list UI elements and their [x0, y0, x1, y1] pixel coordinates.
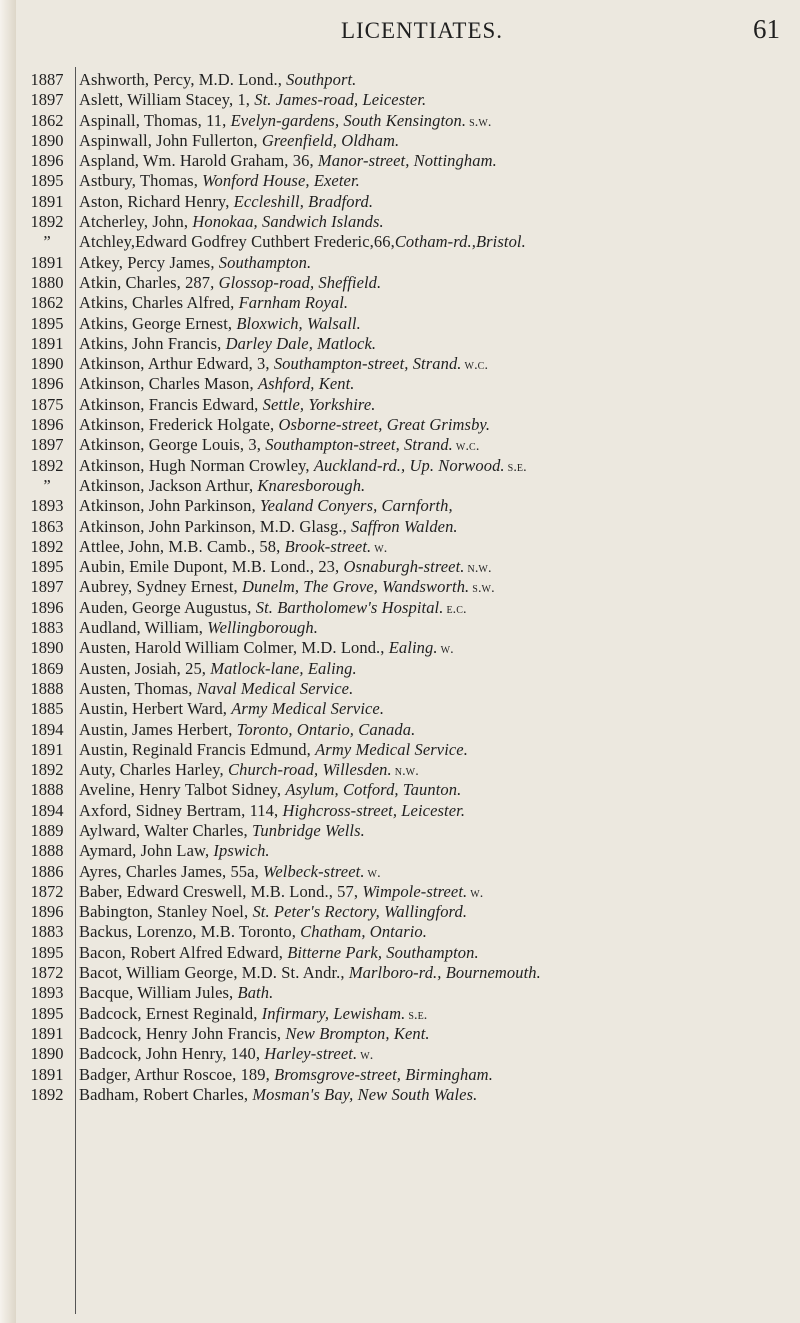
entry-name: Aston, Richard Henry,: [79, 191, 234, 211]
page-header: [0, 0, 800, 62]
entry-address: Evelyn-gardens, South Kensington.: [230, 110, 467, 130]
list-item: [0, 659, 800, 679]
entry-address: Ashford, Kent.: [257, 374, 355, 394]
entry-text: [79, 882, 794, 904]
list-item: [0, 456, 800, 476]
entry-name: Atkinson, Arthur Edward, 3,: [79, 354, 274, 374]
list-item: [0, 273, 800, 293]
entry-year: 1895: [30, 171, 64, 191]
entry-address: Glossop-road, Sheffield.: [218, 272, 382, 292]
entry-address: Army Medical Service.: [231, 699, 385, 719]
entry-address: Auckland-rd., Up. Norwood.: [313, 455, 505, 475]
entry-address: St. Peter's Rectory, Wallingford.: [252, 902, 468, 922]
entry-year: 1869: [30, 658, 64, 678]
entry-address: Naval Medical Service.: [196, 678, 354, 698]
list-item: [0, 577, 800, 597]
entry-year: 1892: [30, 1084, 64, 1104]
entry-name: Backus, Lorenzo, M.B. Toronto,: [79, 922, 301, 942]
entry-year: 1862: [30, 293, 64, 313]
entry-text: [79, 922, 794, 942]
entry-text: [79, 638, 794, 660]
entry-year: ”: [43, 232, 51, 252]
entry-postal-district: n.w.: [467, 561, 492, 577]
list-item: [0, 963, 800, 983]
entry-address: Osborne-street, Great Grimsby.: [278, 415, 491, 435]
entry-text: [79, 212, 794, 232]
entry-name: Aslett, William Stacey, 1,: [79, 90, 255, 110]
entry-address: Brook-street.: [284, 536, 372, 556]
entry-text: [79, 314, 794, 334]
entry-year: 1888: [30, 841, 64, 861]
list-item: [0, 496, 800, 516]
entry-text: [79, 963, 794, 983]
entry-text: [79, 151, 794, 171]
entry-year: 1891: [30, 739, 64, 759]
entry-postal-district: e.c.: [446, 601, 467, 617]
entry-name: Austen, Harold William Colmer, M.D. Lond.,: [79, 638, 389, 658]
entry-year: 1886: [30, 861, 64, 881]
entry-name: Aubin, Emile Dupont, M.B. Lond., 23,: [79, 557, 344, 577]
entry-address: Wonford House, Exeter.: [202, 171, 360, 191]
entry-address: Dunelm, The Grove, Wandsworth.: [242, 577, 470, 597]
entry-name: Atkinson, Frederick Holgate,: [79, 415, 279, 435]
entry-text: [79, 273, 794, 293]
entry-name: Atkin, Charles, 287,: [79, 272, 219, 292]
entry-text: [79, 232, 794, 252]
entry-name: Atkinson, John Parkinson,: [79, 496, 260, 516]
list-item: [0, 618, 800, 638]
entry-postal-district: w.: [440, 642, 454, 658]
list-item: [0, 435, 800, 455]
list-item: [0, 476, 800, 496]
entry-name: Baber, Edward Creswell, M.B. Lond., 57,: [79, 881, 363, 901]
entry-name: Austen, Josiah, 25,: [79, 658, 211, 678]
entry-name: Badham, Robert Charles,: [79, 1084, 253, 1104]
entry-year: 1888: [30, 678, 64, 698]
entry-text: [79, 1065, 794, 1085]
entry-name: Axford, Sidney Bertram, 114,: [79, 800, 283, 820]
entry-name: Atkinson, Hugh Norman Crowley,: [79, 455, 314, 475]
entry-year: 1895: [30, 313, 64, 333]
entry-year: 1883: [30, 922, 64, 942]
entry-text: [79, 90, 794, 110]
entry-address: Ealing.: [388, 638, 438, 658]
entry-postal-district: w.c.: [455, 439, 480, 455]
entry-year: 1895: [30, 942, 64, 962]
list-item: [0, 253, 800, 273]
list-item: [0, 354, 800, 374]
entry-name: Austin, Reginald Francis Edmund,: [79, 739, 316, 759]
entry-name: Austin, James Herbert,: [79, 719, 237, 739]
entry-year: 1894: [30, 800, 64, 820]
entry-address: Bromsgrove-street, Birmingham.: [274, 1064, 493, 1084]
entry-year: 1880: [30, 272, 64, 292]
entry-address: Wellingborough.: [207, 618, 318, 638]
list-item: [0, 598, 800, 618]
entry-year: 1889: [30, 820, 64, 840]
entry-year: 1885: [30, 699, 64, 719]
entry-postal-district: s.e.: [507, 459, 527, 475]
entry-address: New Brompton, Kent.: [285, 1023, 430, 1043]
entry-year: 1896: [30, 902, 64, 922]
entry-year: 1895: [30, 557, 64, 577]
entry-address: Saffron Walden.: [351, 516, 458, 536]
entry-year: 1893: [30, 496, 64, 516]
list-item: [0, 557, 800, 577]
entry-text: [79, 598, 794, 620]
entry-text: [79, 557, 794, 579]
entry-name: Ashworth, Percy, M.D. Lond.,: [79, 70, 287, 89]
entry-text: [79, 1004, 794, 1026]
entry-name: Bacque, William Jules,: [79, 983, 238, 1003]
entry-text: [79, 841, 794, 861]
entry-text: [79, 577, 794, 599]
entry-text: [79, 517, 794, 537]
list-item: [0, 314, 800, 334]
entry-address: Southport.: [286, 70, 357, 89]
entry-address: Southampton-street, Strand.: [265, 435, 453, 455]
entry-postal-district: s.e.: [408, 1007, 428, 1023]
entry-year: 1896: [30, 151, 64, 171]
entry-address: Cotham-rd.,Bristol.: [394, 232, 526, 252]
list-item: [0, 192, 800, 212]
entry-text: [79, 131, 794, 151]
list-item: [0, 780, 800, 800]
entry-name: Bacon, Robert Alfred Edward,: [79, 942, 288, 962]
entry-text: [79, 720, 794, 740]
entry-year: 1891: [30, 191, 64, 211]
entry-address: Honokaa, Sandwich Islands.: [192, 212, 384, 232]
entry-postal-district: s.w.: [472, 581, 495, 597]
entry-address: Bloxwich, Walsall.: [236, 313, 361, 333]
entry-name: Aylward, Walter Charles,: [79, 820, 253, 840]
entry-year: 1896: [30, 374, 64, 394]
entry-text: [79, 111, 794, 133]
list-item: [0, 720, 800, 740]
entry-text: [79, 293, 794, 313]
list-item: [0, 537, 800, 557]
list-item: [0, 699, 800, 719]
entry-text: [79, 699, 794, 719]
entry-address: Ipswich.: [213, 841, 270, 861]
list-item: [0, 232, 800, 252]
entry-text: [79, 983, 794, 1003]
entry-year: 1896: [30, 415, 64, 435]
entry-address: Yealand Conyers, Carnforth,: [259, 496, 453, 516]
list-item: [0, 679, 800, 699]
entry-text: [79, 496, 794, 516]
entry-name: Atkinson, Jackson Arthur,: [79, 475, 258, 495]
entry-year: 1892: [30, 760, 64, 780]
entry-name: Babington, Stanley Noel,: [79, 902, 253, 922]
entry-address: Southampton.: [218, 252, 312, 272]
list-item: [0, 983, 800, 1003]
list-item: [0, 922, 800, 942]
entry-text: [79, 1024, 794, 1044]
entry-year: 1894: [30, 719, 64, 739]
entry-year: ”: [43, 475, 51, 495]
entry-year: 1890: [30, 638, 64, 658]
entry-name: Atchley,Edward Godfrey Cuthbert Frederic,66,: [79, 232, 395, 252]
entry-text: [79, 943, 794, 963]
entry-postal-district: w.: [470, 885, 484, 901]
entry-year: 1891: [30, 252, 64, 272]
entry-name: Badcock, Henry John Francis,: [79, 1023, 286, 1043]
entry-year: 1897: [30, 577, 64, 597]
entry-name: Aspinwall, John Fullerton,: [79, 130, 262, 150]
list-item: [0, 1085, 800, 1105]
list-item: [0, 638, 800, 658]
list-item: [0, 1004, 800, 1024]
entry-name: Audland, William,: [79, 618, 208, 638]
list-item: [0, 293, 800, 313]
list-item: [0, 1044, 800, 1064]
entry-address: Matlock-lane, Ealing.: [210, 658, 357, 678]
list-item: [0, 334, 800, 354]
entry-year: 1893: [30, 983, 64, 1003]
entry-name: Atkey, Percy James,: [79, 252, 219, 272]
entry-text: [79, 395, 794, 415]
entry-postal-district: w.c.: [464, 358, 489, 374]
entry-text: [79, 821, 794, 841]
entry-year: 1897: [30, 435, 64, 455]
entry-text: [79, 659, 794, 679]
entry-text: [79, 253, 794, 273]
entry-text: [79, 1085, 794, 1105]
entry-address: Infirmary, Lewisham.: [261, 1003, 406, 1023]
entry-name: Aspland, Wm. Harold Graham, 36,: [79, 151, 318, 171]
list-item: [0, 902, 800, 922]
list-item: [0, 90, 800, 110]
page-title: LICENTIATES.: [340, 18, 504, 43]
entry-name: Auty, Charles Harley,: [79, 760, 228, 780]
entry-year: 1888: [30, 780, 64, 800]
entry-year: 1890: [30, 354, 64, 374]
page-number: 61: [753, 14, 780, 44]
entry-year: 1891: [30, 333, 64, 353]
entry-text: [79, 70, 794, 90]
entry-name: Aspinall, Thomas, 11,: [79, 110, 231, 130]
list-item: [0, 171, 800, 191]
entry-text: [79, 780, 794, 800]
entry-name: Atkins, Charles Alfred,: [79, 293, 239, 313]
entry-year: 1875: [30, 394, 64, 414]
entry-text: [79, 537, 794, 559]
entry-postal-district: w.: [367, 865, 381, 881]
entry-text: [79, 192, 794, 212]
entry-address: Knaresborough.: [257, 475, 366, 495]
entry-year: 1872: [30, 963, 64, 983]
entry-name: Aveline, Henry Talbot Sidney,: [79, 780, 286, 800]
entry-address: Wimpole-street.: [362, 881, 468, 901]
entry-name: Atkinson, George Louis, 3,: [79, 435, 266, 455]
entry-year: 1896: [30, 597, 64, 617]
list-item: [0, 801, 800, 821]
entry-year: 1895: [30, 1003, 64, 1023]
entry-postal-district: s.w.: [469, 114, 492, 130]
list-item: [0, 131, 800, 151]
entry-year: 1897: [30, 90, 64, 110]
entry-name: Atcherley, John,: [79, 212, 193, 232]
entry-year: 1892: [30, 455, 64, 475]
entry-address: Asylum, Cotford, Taunton.: [285, 780, 462, 800]
entry-name: Atkinson, Francis Edward,: [79, 394, 263, 414]
entry-address: St. James-road, Leicester.: [254, 90, 427, 110]
list-item: [0, 517, 800, 537]
entry-name: Atkins, John Francis,: [79, 333, 226, 353]
entry-name: Atkinson, John Parkinson, M.D. Glasg.,: [79, 516, 352, 536]
entry-text: [79, 374, 794, 394]
entry-name: Atkins, George Ernest,: [79, 313, 237, 333]
entry-name: Atkinson, Charles Mason,: [79, 374, 258, 394]
entry-name: Badcock, John Henry, 140,: [79, 1044, 265, 1064]
entry-name: Badcock, Ernest Reginald,: [79, 1003, 262, 1023]
entry-address: St. Bartholomew's Hospital.: [255, 597, 444, 617]
entry-name: Austen, Thomas,: [79, 678, 197, 698]
list-item: [0, 374, 800, 394]
entry-address: Darley Dale, Matlock.: [225, 333, 377, 353]
licentiates-list: [0, 70, 800, 1105]
entry-text: [79, 1044, 794, 1066]
entry-text: [79, 456, 794, 478]
entry-address: Army Medical Service.: [315, 739, 468, 759]
entry-name: Austin, Herbert Ward,: [79, 699, 232, 719]
entry-year: 1892: [30, 536, 64, 556]
list-item: [0, 1065, 800, 1085]
entry-text: [79, 618, 794, 638]
entry-name: Auden, George Augustus,: [79, 597, 256, 617]
list-item: [0, 943, 800, 963]
entry-year: 1891: [30, 1064, 64, 1084]
entry-year: 1890: [30, 130, 64, 150]
list-item: [0, 740, 800, 760]
list-item: [0, 395, 800, 415]
entry-text: [79, 476, 794, 496]
entry-postal-district: n.w.: [394, 764, 419, 780]
entry-address: Manor-street, Nottingham.: [317, 151, 497, 171]
list-item: [0, 212, 800, 232]
entry-year: 1863: [30, 516, 64, 536]
list-item: [0, 760, 800, 780]
entry-address: Marlboro-rd., Bournemouth.: [348, 963, 541, 983]
entry-address: Harley-street.: [264, 1044, 358, 1064]
list-item: [0, 415, 800, 435]
entry-text: [79, 354, 794, 376]
entry-year: 1872: [30, 881, 64, 901]
entry-year: 1887: [30, 70, 64, 89]
entry-year: 1891: [30, 1023, 64, 1043]
list-item: [0, 882, 800, 902]
entry-postal-district: w.: [374, 540, 388, 556]
entry-text: [79, 801, 794, 821]
entry-address: Mosman's Bay, New South Wales.: [252, 1084, 478, 1104]
entry-year: 1862: [30, 110, 64, 130]
entry-address: Settle, Yorkshire.: [262, 394, 376, 414]
entry-address: Bath.: [237, 983, 274, 1003]
list-item: [0, 821, 800, 841]
entry-address: Welbeck-street.: [263, 861, 365, 881]
entry-text: [79, 171, 794, 191]
entry-name: Aymard, John Law,: [79, 841, 214, 861]
entry-name: Attlee, John, M.B. Camb., 58,: [79, 536, 285, 556]
entry-address: Chatham, Ontario.: [300, 922, 427, 942]
entry-address: Highcross-street, Leicester.: [282, 800, 466, 820]
entry-name: Ayres, Charles James, 55a,: [79, 861, 264, 881]
list-item: [0, 151, 800, 171]
list-item: [0, 841, 800, 861]
entry-postal-district: w.: [360, 1048, 374, 1064]
list-item: [0, 1024, 800, 1044]
entry-text: [79, 902, 794, 922]
entry-year: 1883: [30, 618, 64, 638]
entry-name: Aubrey, Sydney Ernest,: [79, 577, 242, 597]
entry-name: Badger, Arthur Roscoe, 189,: [79, 1064, 275, 1084]
entry-text: [79, 435, 794, 457]
entry-address: Tunbridge Wells.: [252, 820, 365, 840]
entry-address: Eccleshill, Bradford.: [233, 191, 374, 211]
entry-year: 1890: [30, 1044, 64, 1064]
entry-address: Farnham Royal.: [238, 293, 349, 313]
entry-text: [79, 760, 794, 782]
entry-text: [79, 415, 794, 435]
list-item: [0, 111, 800, 131]
entry-address: Osnaburgh-street.: [343, 557, 465, 577]
list-item: [0, 862, 800, 882]
entry-text: [79, 679, 794, 699]
list-item: [0, 70, 800, 90]
entry-address: Greenfield, Oldham.: [261, 130, 400, 150]
entry-address: Southampton-street, Strand.: [273, 354, 462, 374]
entry-address: Church-road, Willesden.: [227, 760, 392, 780]
entry-address: Bitterne Park, Southampton.: [287, 942, 479, 962]
entry-text: [79, 740, 794, 760]
entry-text: [79, 862, 794, 884]
entry-text: [79, 334, 794, 354]
entry-name: Astbury, Thomas,: [79, 171, 203, 191]
entry-year: 1892: [30, 212, 64, 232]
entry-name: Bacot, William George, M.D. St. Andr.,: [79, 963, 349, 983]
entry-address: Toronto, Ontario, Canada.: [236, 719, 416, 739]
